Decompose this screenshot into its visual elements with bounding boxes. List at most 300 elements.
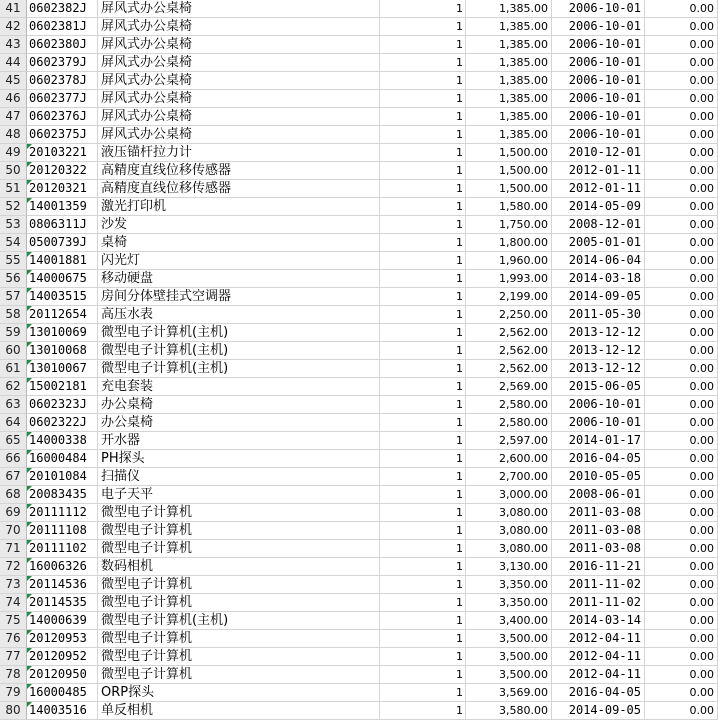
- cell-quantity[interactable]: 1: [380, 468, 466, 486]
- row-header[interactable]: 64: [0, 414, 27, 432]
- row-header[interactable]: 71: [0, 540, 27, 558]
- cell-quantity[interactable]: 1: [380, 270, 466, 288]
- cell-date[interactable]: 2012-01-11: [552, 180, 645, 198]
- row-header[interactable]: 44: [0, 54, 27, 72]
- row-header[interactable]: 73: [0, 576, 27, 594]
- cell-asset-code[interactable]: 0602323J: [27, 396, 98, 414]
- cell-price[interactable]: 3,080.00: [466, 504, 552, 522]
- cell-asset-code[interactable]: 0602380J: [27, 36, 98, 54]
- cell-quantity[interactable]: 1: [380, 288, 466, 306]
- row-header[interactable]: 61: [0, 360, 27, 378]
- row-header[interactable]: 52: [0, 198, 27, 216]
- cell-asset-code[interactable]: [27, 270, 98, 288]
- cell-quantity[interactable]: 1: [380, 702, 466, 720]
- row-header[interactable]: 77: [0, 648, 27, 666]
- row-header[interactable]: 74: [0, 594, 27, 612]
- error-indicator-icon[interactable]: [27, 684, 32, 689]
- cell-quantity[interactable]: 1: [380, 648, 466, 666]
- cell-date[interactable]: 2012-04-11: [552, 648, 645, 666]
- cell-asset-name[interactable]: 微型电子计算机: [98, 666, 380, 684]
- cell-asset-name[interactable]: 桌椅: [98, 234, 380, 252]
- cell-asset-name[interactable]: 高精度直线位移传感器: [98, 162, 380, 180]
- cell-asset-code[interactable]: [27, 666, 98, 684]
- cell-asset-name[interactable]: 屏风式办公桌椅: [98, 0, 380, 18]
- cell-price[interactable]: 2,700.00: [466, 468, 552, 486]
- cell-quantity[interactable]: 1: [380, 432, 466, 450]
- row-header[interactable]: 46: [0, 90, 27, 108]
- cell-depreciation[interactable]: 0.00: [645, 108, 718, 126]
- cell-asset-code[interactable]: [27, 504, 98, 522]
- cell-asset-name[interactable]: 屏风式办公桌椅: [98, 126, 380, 144]
- cell-quantity[interactable]: 1: [380, 144, 466, 162]
- cell-asset-code[interactable]: [27, 648, 98, 666]
- cell-quantity[interactable]: 1: [380, 18, 466, 36]
- cell-asset-name[interactable]: 高精度直线位移传感器: [98, 180, 380, 198]
- error-indicator-icon[interactable]: [27, 180, 32, 185]
- cell-depreciation[interactable]: 0.00: [645, 558, 718, 576]
- error-indicator-icon[interactable]: [27, 144, 32, 149]
- cell-depreciation[interactable]: 0.00: [645, 162, 718, 180]
- cell-asset-code[interactable]: 0500739J: [27, 234, 98, 252]
- cell-depreciation[interactable]: 0.00: [645, 630, 718, 648]
- cell-asset-code[interactable]: [27, 252, 98, 270]
- cell-asset-code[interactable]: 0602378J: [27, 72, 98, 90]
- cell-asset-code[interactable]: [27, 360, 98, 378]
- cell-asset-code[interactable]: [27, 288, 98, 306]
- row-header[interactable]: 41: [0, 0, 27, 18]
- cell-depreciation[interactable]: 0.00: [645, 270, 718, 288]
- error-indicator-icon[interactable]: [27, 522, 32, 527]
- cell-asset-name[interactable]: 微型电子计算机(主机): [98, 612, 380, 630]
- row-header[interactable]: 59: [0, 324, 27, 342]
- cell-price[interactable]: 1,800.00: [466, 234, 552, 252]
- cell-depreciation[interactable]: 0.00: [645, 324, 718, 342]
- cell-price[interactable]: 3,130.00: [466, 558, 552, 576]
- cell-price[interactable]: 1,750.00: [466, 216, 552, 234]
- cell-price[interactable]: 3,350.00: [466, 576, 552, 594]
- cell-price[interactable]: 1,385.00: [466, 18, 552, 36]
- cell-quantity[interactable]: 1: [380, 36, 466, 54]
- cell-asset-code[interactable]: 0602382J: [27, 0, 98, 18]
- cell-depreciation[interactable]: 0.00: [645, 468, 718, 486]
- cell-quantity[interactable]: 1: [380, 162, 466, 180]
- error-indicator-icon[interactable]: [27, 432, 32, 437]
- row-header[interactable]: 72: [0, 558, 27, 576]
- cell-date[interactable]: 2006-10-01: [552, 414, 645, 432]
- cell-quantity[interactable]: 1: [380, 504, 466, 522]
- cell-depreciation[interactable]: 0.00: [645, 612, 718, 630]
- error-indicator-icon[interactable]: [27, 306, 32, 311]
- cell-date[interactable]: 2006-10-01: [552, 126, 645, 144]
- cell-quantity[interactable]: 1: [380, 378, 466, 396]
- cell-asset-code[interactable]: 0602381J: [27, 18, 98, 36]
- cell-quantity[interactable]: 1: [380, 90, 466, 108]
- cell-quantity[interactable]: 1: [380, 522, 466, 540]
- cell-date[interactable]: 2013-12-12: [552, 360, 645, 378]
- row-header[interactable]: 80: [0, 702, 27, 720]
- cell-quantity[interactable]: 1: [380, 252, 466, 270]
- row-header[interactable]: 65: [0, 432, 27, 450]
- cell-price[interactable]: 1,500.00: [466, 162, 552, 180]
- cell-asset-name[interactable]: 屏风式办公桌椅: [98, 18, 380, 36]
- cell-quantity[interactable]: 1: [380, 396, 466, 414]
- cell-asset-name[interactable]: 微型电子计算机: [98, 522, 380, 540]
- cell-price[interactable]: 1,500.00: [466, 144, 552, 162]
- cell-date[interactable]: 2008-12-01: [552, 216, 645, 234]
- cell-asset-code[interactable]: [27, 630, 98, 648]
- row-header[interactable]: 62: [0, 378, 27, 396]
- cell-asset-code[interactable]: [27, 378, 98, 396]
- cell-asset-name[interactable]: 屏风式办公桌椅: [98, 54, 380, 72]
- cell-asset-name[interactable]: 液压锚杆拉力计: [98, 144, 380, 162]
- cell-asset-code[interactable]: [27, 486, 98, 504]
- row-header[interactable]: 79: [0, 684, 27, 702]
- row-header[interactable]: 78: [0, 666, 27, 684]
- cell-depreciation[interactable]: 0.00: [645, 432, 718, 450]
- error-indicator-icon[interactable]: [27, 252, 32, 257]
- cell-asset-name[interactable]: 电子天平: [98, 486, 380, 504]
- cell-quantity[interactable]: 1: [380, 108, 466, 126]
- cell-price[interactable]: 1,385.00: [466, 126, 552, 144]
- cell-date[interactable]: 2010-05-05: [552, 468, 645, 486]
- cell-date[interactable]: 2012-01-11: [552, 162, 645, 180]
- cell-date[interactable]: 2006-10-01: [552, 0, 645, 18]
- cell-quantity[interactable]: 1: [380, 0, 466, 18]
- cell-asset-name[interactable]: 微型电子计算机: [98, 630, 380, 648]
- cell-date[interactable]: 2016-11-21: [552, 558, 645, 576]
- cell-date[interactable]: 2014-09-05: [552, 288, 645, 306]
- error-indicator-icon[interactable]: [27, 324, 32, 329]
- cell-depreciation[interactable]: 0.00: [645, 126, 718, 144]
- cell-asset-name[interactable]: 微型电子计算机(主机): [98, 342, 380, 360]
- cell-date[interactable]: 2013-12-12: [552, 324, 645, 342]
- cell-price[interactable]: 1,960.00: [466, 252, 552, 270]
- cell-quantity[interactable]: 1: [380, 630, 466, 648]
- cell-asset-code[interactable]: [27, 684, 98, 702]
- cell-asset-code[interactable]: [27, 432, 98, 450]
- cell-date[interactable]: 2015-06-05: [552, 378, 645, 396]
- error-indicator-icon[interactable]: [27, 504, 32, 509]
- cell-depreciation[interactable]: 0.00: [645, 360, 718, 378]
- cell-asset-name[interactable]: 闪光灯: [98, 252, 380, 270]
- cell-asset-code[interactable]: [27, 702, 98, 720]
- cell-asset-code[interactable]: 0602379J: [27, 54, 98, 72]
- cell-price[interactable]: 2,562.00: [466, 324, 552, 342]
- row-header[interactable]: 76: [0, 630, 27, 648]
- cell-date[interactable]: 2006-10-01: [552, 72, 645, 90]
- cell-asset-name[interactable]: ORP探头: [98, 684, 380, 702]
- row-header[interactable]: 58: [0, 306, 27, 324]
- row-header[interactable]: 68: [0, 486, 27, 504]
- cell-depreciation[interactable]: 0.00: [645, 684, 718, 702]
- cell-date[interactable]: 2011-11-02: [552, 594, 645, 612]
- cell-quantity[interactable]: 1: [380, 54, 466, 72]
- cell-price[interactable]: 1,500.00: [466, 180, 552, 198]
- cell-asset-name[interactable]: 微型电子计算机: [98, 504, 380, 522]
- cell-price[interactable]: 3,500.00: [466, 666, 552, 684]
- cell-price[interactable]: 2,199.00: [466, 288, 552, 306]
- cell-asset-name[interactable]: 微型电子计算机: [98, 540, 380, 558]
- error-indicator-icon[interactable]: [27, 198, 32, 203]
- cell-asset-name[interactable]: 微型电子计算机: [98, 576, 380, 594]
- error-indicator-icon[interactable]: [27, 558, 32, 563]
- cell-date[interactable]: 2014-03-14: [552, 612, 645, 630]
- row-header[interactable]: 70: [0, 522, 27, 540]
- cell-price[interactable]: 1,993.00: [466, 270, 552, 288]
- cell-asset-code[interactable]: 0602375J: [27, 126, 98, 144]
- cell-date[interactable]: 2006-10-01: [552, 54, 645, 72]
- cell-quantity[interactable]: 1: [380, 414, 466, 432]
- error-indicator-icon[interactable]: [27, 540, 32, 545]
- cell-depreciation[interactable]: 0.00: [645, 18, 718, 36]
- cell-quantity[interactable]: 1: [380, 450, 466, 468]
- cell-price[interactable]: 2,600.00: [466, 450, 552, 468]
- cell-price[interactable]: 2,597.00: [466, 432, 552, 450]
- row-header[interactable]: 69: [0, 504, 27, 522]
- cell-price[interactable]: 1,385.00: [466, 90, 552, 108]
- cell-asset-name[interactable]: 单反相机: [98, 702, 380, 720]
- cell-asset-name[interactable]: PH探头: [98, 450, 380, 468]
- cell-date[interactable]: 2011-11-02: [552, 576, 645, 594]
- row-header[interactable]: 42: [0, 18, 27, 36]
- cell-price[interactable]: 2,562.00: [466, 360, 552, 378]
- error-indicator-icon[interactable]: [27, 162, 32, 167]
- cell-quantity[interactable]: 1: [380, 666, 466, 684]
- cell-depreciation[interactable]: 0.00: [645, 288, 718, 306]
- cell-asset-name[interactable]: 屏风式办公桌椅: [98, 90, 380, 108]
- error-indicator-icon[interactable]: [27, 612, 32, 617]
- cell-price[interactable]: 3,500.00: [466, 630, 552, 648]
- cell-asset-name[interactable]: 办公桌椅: [98, 414, 380, 432]
- row-header[interactable]: 56: [0, 270, 27, 288]
- cell-date[interactable]: 2005-01-01: [552, 234, 645, 252]
- error-indicator-icon[interactable]: [27, 360, 32, 365]
- row-header[interactable]: 57: [0, 288, 27, 306]
- row-header[interactable]: 53: [0, 216, 27, 234]
- cell-quantity[interactable]: 1: [380, 486, 466, 504]
- cell-date[interactable]: 2014-03-18: [552, 270, 645, 288]
- cell-asset-code[interactable]: 0602376J: [27, 108, 98, 126]
- cell-asset-code[interactable]: [27, 180, 98, 198]
- cell-asset-name[interactable]: 微型电子计算机: [98, 594, 380, 612]
- cell-asset-code[interactable]: [27, 342, 98, 360]
- cell-date[interactable]: 2016-04-05: [552, 450, 645, 468]
- cell-depreciation[interactable]: 0.00: [645, 486, 718, 504]
- cell-price[interactable]: 3,500.00: [466, 648, 552, 666]
- cell-depreciation[interactable]: 0.00: [645, 54, 718, 72]
- cell-asset-name[interactable]: 微型电子计算机(主机): [98, 360, 380, 378]
- cell-date[interactable]: 2016-04-05: [552, 684, 645, 702]
- cell-price[interactable]: 2,569.00: [466, 378, 552, 396]
- cell-depreciation[interactable]: 0.00: [645, 414, 718, 432]
- row-header[interactable]: 63: [0, 396, 27, 414]
- cell-depreciation[interactable]: 0.00: [645, 540, 718, 558]
- cell-date[interactable]: 2008-06-01: [552, 486, 645, 504]
- error-indicator-icon[interactable]: [27, 486, 32, 491]
- error-indicator-icon[interactable]: [27, 594, 32, 599]
- cell-depreciation[interactable]: 0.00: [645, 504, 718, 522]
- cell-depreciation[interactable]: 0.00: [645, 252, 718, 270]
- cell-price[interactable]: 1,385.00: [466, 36, 552, 54]
- cell-depreciation[interactable]: 0.00: [645, 648, 718, 666]
- cell-depreciation[interactable]: 0.00: [645, 594, 718, 612]
- cell-price[interactable]: 3,000.00: [466, 486, 552, 504]
- error-indicator-icon[interactable]: [27, 702, 32, 707]
- cell-depreciation[interactable]: 0.00: [645, 234, 718, 252]
- cell-depreciation[interactable]: 0.00: [645, 378, 718, 396]
- error-indicator-icon[interactable]: [27, 450, 32, 455]
- cell-asset-name[interactable]: 数码相机: [98, 558, 380, 576]
- cell-date[interactable]: 2006-10-01: [552, 396, 645, 414]
- cell-date[interactable]: 2006-10-01: [552, 18, 645, 36]
- cell-asset-code[interactable]: 0602377J: [27, 90, 98, 108]
- cell-asset-code[interactable]: [27, 162, 98, 180]
- error-indicator-icon[interactable]: [27, 288, 32, 293]
- cell-quantity[interactable]: 1: [380, 198, 466, 216]
- cell-asset-name[interactable]: 屏风式办公桌椅: [98, 108, 380, 126]
- cell-quantity[interactable]: 1: [380, 558, 466, 576]
- row-header[interactable]: 51: [0, 180, 27, 198]
- cell-price[interactable]: 3,080.00: [466, 540, 552, 558]
- cell-quantity[interactable]: 1: [380, 126, 466, 144]
- cell-asset-code[interactable]: [27, 576, 98, 594]
- cell-asset-code[interactable]: [27, 612, 98, 630]
- cell-price[interactable]: 1,385.00: [466, 54, 552, 72]
- cell-date[interactable]: 2011-03-08: [552, 522, 645, 540]
- cell-depreciation[interactable]: 0.00: [645, 198, 718, 216]
- cell-price[interactable]: 2,580.00: [466, 396, 552, 414]
- cell-depreciation[interactable]: 0.00: [645, 72, 718, 90]
- cell-asset-name[interactable]: 房间分体壁挂式空调器: [98, 288, 380, 306]
- cell-asset-code[interactable]: [27, 468, 98, 486]
- cell-asset-name[interactable]: 屏风式办公桌椅: [98, 72, 380, 90]
- error-indicator-icon[interactable]: [27, 648, 32, 653]
- cell-depreciation[interactable]: 0.00: [645, 90, 718, 108]
- cell-asset-name[interactable]: 充电套装: [98, 378, 380, 396]
- row-header[interactable]: 50: [0, 162, 27, 180]
- cell-price[interactable]: 2,562.00: [466, 342, 552, 360]
- cell-asset-code[interactable]: [27, 522, 98, 540]
- cell-asset-code[interactable]: [27, 558, 98, 576]
- cell-date[interactable]: 2014-01-17: [552, 432, 645, 450]
- row-header[interactable]: 66: [0, 450, 27, 468]
- cell-asset-code[interactable]: [27, 450, 98, 468]
- cell-date[interactable]: 2006-10-01: [552, 36, 645, 54]
- error-indicator-icon[interactable]: [27, 378, 32, 383]
- cell-price[interactable]: 3,569.00: [466, 684, 552, 702]
- row-header[interactable]: 45: [0, 72, 27, 90]
- cell-date[interactable]: 2006-10-01: [552, 90, 645, 108]
- cell-quantity[interactable]: 1: [380, 684, 466, 702]
- cell-asset-code[interactable]: [27, 144, 98, 162]
- cell-asset-name[interactable]: 屏风式办公桌椅: [98, 36, 380, 54]
- cell-depreciation[interactable]: 0.00: [645, 396, 718, 414]
- cell-price[interactable]: 3,350.00: [466, 594, 552, 612]
- cell-asset-name[interactable]: 微型电子计算机(主机): [98, 324, 380, 342]
- cell-quantity[interactable]: 1: [380, 540, 466, 558]
- row-header[interactable]: 43: [0, 36, 27, 54]
- cell-quantity[interactable]: 1: [380, 360, 466, 378]
- error-indicator-icon[interactable]: [27, 270, 32, 275]
- cell-asset-name[interactable]: 激光打印机: [98, 198, 380, 216]
- cell-asset-name[interactable]: 开水器: [98, 432, 380, 450]
- row-header[interactable]: 55: [0, 252, 27, 270]
- error-indicator-icon[interactable]: [27, 468, 32, 473]
- cell-quantity[interactable]: 1: [380, 576, 466, 594]
- cell-quantity[interactable]: 1: [380, 342, 466, 360]
- cell-depreciation[interactable]: 0.00: [645, 216, 718, 234]
- cell-asset-name[interactable]: 扫描仪: [98, 468, 380, 486]
- cell-quantity[interactable]: 1: [380, 306, 466, 324]
- row-header[interactable]: 48: [0, 126, 27, 144]
- cell-depreciation[interactable]: 0.00: [645, 0, 718, 18]
- cell-price[interactable]: 1,385.00: [466, 0, 552, 18]
- cell-price[interactable]: 2,580.00: [466, 414, 552, 432]
- cell-quantity[interactable]: 1: [380, 72, 466, 90]
- row-header[interactable]: 49: [0, 144, 27, 162]
- cell-asset-code[interactable]: [27, 198, 98, 216]
- cell-price[interactable]: 2,250.00: [466, 306, 552, 324]
- row-header[interactable]: 67: [0, 468, 27, 486]
- cell-asset-name[interactable]: 移动硬盘: [98, 270, 380, 288]
- cell-asset-code[interactable]: [27, 540, 98, 558]
- cell-asset-code[interactable]: [27, 594, 98, 612]
- cell-price[interactable]: 1,580.00: [466, 198, 552, 216]
- cell-date[interactable]: 2010-12-01: [552, 144, 645, 162]
- cell-date[interactable]: 2013-12-12: [552, 342, 645, 360]
- row-header[interactable]: 60: [0, 342, 27, 360]
- cell-date[interactable]: 2012-04-11: [552, 630, 645, 648]
- error-indicator-icon[interactable]: [27, 666, 32, 671]
- cell-price[interactable]: 3,080.00: [466, 522, 552, 540]
- row-header[interactable]: 47: [0, 108, 27, 126]
- cell-date[interactable]: 2006-10-01: [552, 108, 645, 126]
- cell-date[interactable]: 2014-05-09: [552, 198, 645, 216]
- cell-date[interactable]: 2014-09-05: [552, 702, 645, 720]
- cell-depreciation[interactable]: 0.00: [645, 702, 718, 720]
- cell-depreciation[interactable]: 0.00: [645, 576, 718, 594]
- cell-asset-code[interactable]: 0806311J: [27, 216, 98, 234]
- cell-quantity[interactable]: 1: [380, 324, 466, 342]
- cell-depreciation[interactable]: 0.00: [645, 342, 718, 360]
- cell-depreciation[interactable]: 0.00: [645, 36, 718, 54]
- cell-date[interactable]: 2011-03-08: [552, 540, 645, 558]
- cell-date[interactable]: 2012-04-11: [552, 666, 645, 684]
- cell-asset-name[interactable]: 微型电子计算机: [98, 648, 380, 666]
- cell-date[interactable]: 2011-05-30: [552, 306, 645, 324]
- cell-price[interactable]: 1,385.00: [466, 108, 552, 126]
- cell-quantity[interactable]: 1: [380, 180, 466, 198]
- row-header[interactable]: 54: [0, 234, 27, 252]
- cell-asset-code[interactable]: [27, 306, 98, 324]
- cell-depreciation[interactable]: 0.00: [645, 450, 718, 468]
- cell-quantity[interactable]: 1: [380, 594, 466, 612]
- cell-quantity[interactable]: 1: [380, 216, 466, 234]
- cell-depreciation[interactable]: 0.00: [645, 522, 718, 540]
- cell-date[interactable]: 2011-03-08: [552, 504, 645, 522]
- cell-asset-name[interactable]: 沙发: [98, 216, 380, 234]
- cell-depreciation[interactable]: 0.00: [645, 306, 718, 324]
- cell-asset-name[interactable]: 高压水表: [98, 306, 380, 324]
- cell-price[interactable]: 1,385.00: [466, 72, 552, 90]
- row-header[interactable]: 75: [0, 612, 27, 630]
- error-indicator-icon[interactable]: [27, 630, 32, 635]
- cell-asset-name[interactable]: 办公桌椅: [98, 396, 380, 414]
- cell-price[interactable]: 3,580.00: [466, 702, 552, 720]
- cell-asset-code[interactable]: [27, 324, 98, 342]
- cell-price[interactable]: 3,400.00: [466, 612, 552, 630]
- cell-quantity[interactable]: 1: [380, 612, 466, 630]
